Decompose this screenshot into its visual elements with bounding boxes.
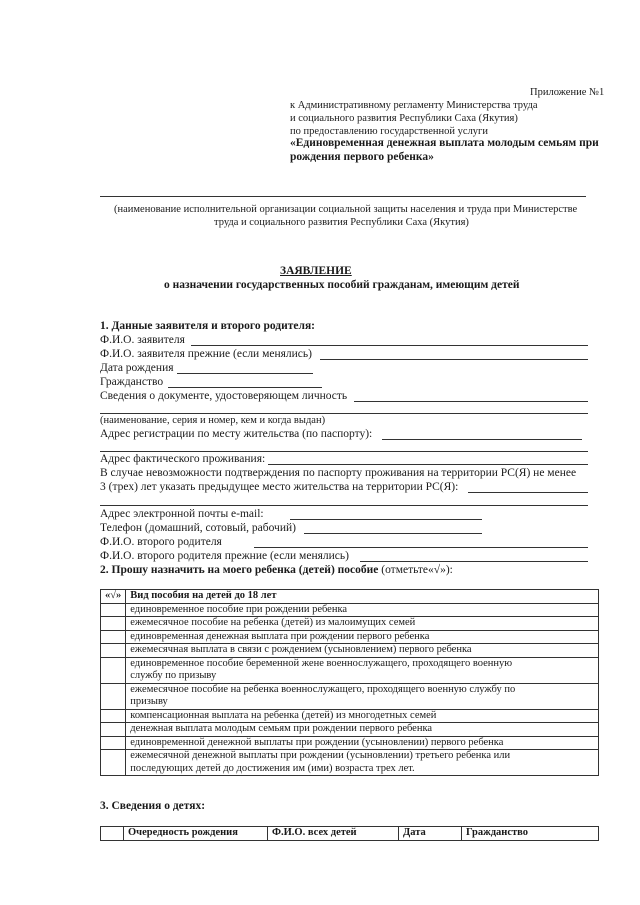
applicant-prev-fio-label: Ф.И.О. заявителя прежние (если менялись): [100, 348, 312, 360]
registration-address-label: Адрес регистрации по месту жительства (по паспорту):: [100, 428, 373, 440]
appendix-title: Приложение №1: [530, 87, 605, 98]
actual-address-field[interactable]: [268, 464, 588, 465]
organization-caption-2: труда и социального развития Республики Саха (Якутия): [214, 217, 469, 228]
benefit-checkbox[interactable]: [101, 657, 126, 683]
id-document-hint: (наименование, серия и номер, кем и когда выдан): [100, 415, 326, 426]
benefit-label-line: единовременное пособие беременной жене военнослужащего, проходящего военную: [130, 657, 513, 669]
applicant-fio-field[interactable]: [191, 345, 588, 346]
previous-residence-text-2: 3 (трех) лет указать предыдущее место жительства на территории РС(Я):: [100, 481, 459, 493]
benefit-checkbox[interactable]: [101, 709, 126, 723]
appendix-line-1: к Административному регламенту Министерства труда: [290, 100, 538, 111]
previous-residence-field-line-2[interactable]: [100, 505, 588, 506]
benefit-label: [126, 750, 599, 776]
benefit-checkbox[interactable]: [101, 750, 126, 776]
benefits-table-header: [101, 590, 599, 604]
citizenship-field[interactable]: [168, 387, 322, 388]
benefit-type-column-header: Вид пособия на детей до 18 лет: [126, 590, 599, 604]
benefit-label: единовременной денежной выплаты при рождении (усыновлении) первого ребенка: [126, 736, 599, 750]
benefit-label-line: последующих детей до достижения им (ими) возраста трех лет.: [130, 762, 415, 774]
second-parent-fio-label: Ф.И.О. второго родителя: [100, 536, 222, 548]
benefit-checkbox[interactable]: [101, 736, 126, 750]
second-parent-prev-fio-label: Ф.И.О. второго родителя прежние (если менялись): [100, 550, 349, 562]
actual-address-label: Адрес фактического проживания:: [100, 453, 266, 465]
phone-label: Телефон (домашний, сотовый, рабочий): [100, 522, 296, 534]
benefit-label: единовременное пособие при рождении ребенка: [126, 603, 599, 617]
children-col-birth-order: Очередность рождения: [124, 827, 268, 841]
children-table-header: [101, 827, 599, 841]
benefit-label-line: ежемесячное пособие на ребенка военнослужащего, проходящего военную службу по: [130, 683, 516, 695]
benefit-label-line: ежемесячной денежной выплаты при рождении (усыновлении) третьего ребенка или: [130, 750, 511, 761]
benefit-row: [101, 657, 599, 683]
email-field[interactable]: [290, 519, 482, 520]
benefit-row: [101, 617, 599, 631]
benefit-row: [101, 683, 599, 709]
benefit-row: [101, 736, 599, 750]
benefit-checkbox[interactable]: [101, 603, 126, 617]
benefit-checkbox[interactable]: [101, 630, 126, 644]
children-table: [100, 826, 599, 841]
benefit-row: [101, 630, 599, 644]
benefit-checkbox[interactable]: [101, 644, 126, 658]
benefit-row: [101, 644, 599, 658]
section-1-title: 1. Данные заявителя и второго родителя:: [100, 320, 315, 332]
benefit-checkbox[interactable]: [101, 723, 126, 737]
second-parent-fio-field[interactable]: [254, 547, 588, 548]
benefit-label-line: службу по призыву: [130, 670, 217, 681]
section-2-title-text: 2. Прошу назначить на моего ребенка (детей) пособие: [100, 564, 379, 576]
phone-field[interactable]: [304, 533, 482, 534]
benefit-label: ежемесячная выплата в связи с рождением (усыновлением) первого ребенка: [126, 644, 599, 658]
section-2-title-note: (отметьте«√»):: [378, 564, 453, 576]
children-col-index: [101, 827, 124, 841]
appendix-line-2: и социального развития Республики Саха (Якутия): [290, 113, 518, 124]
benefit-label: ежемесячное пособие на ребенка (детей) из малоимущих семей: [126, 617, 599, 631]
mark-column-header: «√»: [101, 590, 126, 604]
benefit-label-line: призыву: [130, 696, 168, 707]
benefit-label: [126, 657, 599, 683]
birth-date-label: Дата рождения: [100, 362, 174, 374]
applicant-fio-label: Ф.И.О. заявителя: [100, 334, 185, 346]
benefit-label: денежная выплата молодым семьям при рождении первого ребенка: [126, 723, 599, 737]
benefit-row: [101, 709, 599, 723]
benefits-table: [100, 589, 599, 776]
document-subtitle: о назначении государственных пособий гражданам, имеющим детей: [164, 279, 520, 291]
children-col-fio: Ф.И.О. всех детей: [268, 827, 399, 841]
children-col-citizenship: Гражданство: [462, 827, 599, 841]
citizenship-label: Гражданство: [100, 376, 164, 388]
section-3-title: 3. Сведения о детях:: [100, 800, 206, 812]
organization-caption-1: (наименование исполнительной организации социальной защиты населения и труда при Министерстве: [114, 204, 578, 215]
benefit-label: компенсационная выплата на ребенка (детей) из многодетных семей: [126, 709, 599, 723]
section-2-title: [100, 563, 453, 577]
benefit-checkbox[interactable]: [101, 683, 126, 709]
previous-residence-field[interactable]: [468, 492, 588, 493]
benefit-label: единовременная денежная выплата при рождении первого ребенка: [126, 630, 599, 644]
id-document-label: Сведения о документе, удостоверяющем личность: [100, 390, 348, 402]
appendix-line-3: по предоставлению государственной услуги: [290, 126, 488, 137]
benefit-label: [126, 683, 599, 709]
children-col-date: Дата: [399, 827, 462, 841]
email-label: Адрес электронной почты e-mail:: [100, 508, 264, 520]
document-title: ЗАЯВЛЕНИЕ: [280, 265, 352, 277]
id-document-field[interactable]: [354, 401, 588, 402]
registration-address-field[interactable]: [382, 439, 582, 440]
benefit-row: [101, 603, 599, 617]
second-parent-prev-fio-field[interactable]: [360, 561, 588, 562]
birth-date-field[interactable]: [177, 373, 313, 374]
benefit-row: [101, 723, 599, 737]
previous-residence-text-1: В случае невозможности подтверждения по паспорту проживания на территории РС(Я) не менее: [100, 467, 577, 479]
service-name-line-2: рождения первого ребенка»: [290, 151, 434, 163]
service-name-line-1: «Единовременная денежная выплата молодым семьям при: [290, 137, 599, 149]
applicant-prev-fio-field[interactable]: [320, 359, 588, 360]
benefit-checkbox[interactable]: [101, 617, 126, 631]
benefit-row: [101, 750, 599, 776]
organization-name-line[interactable]: [100, 196, 586, 197]
